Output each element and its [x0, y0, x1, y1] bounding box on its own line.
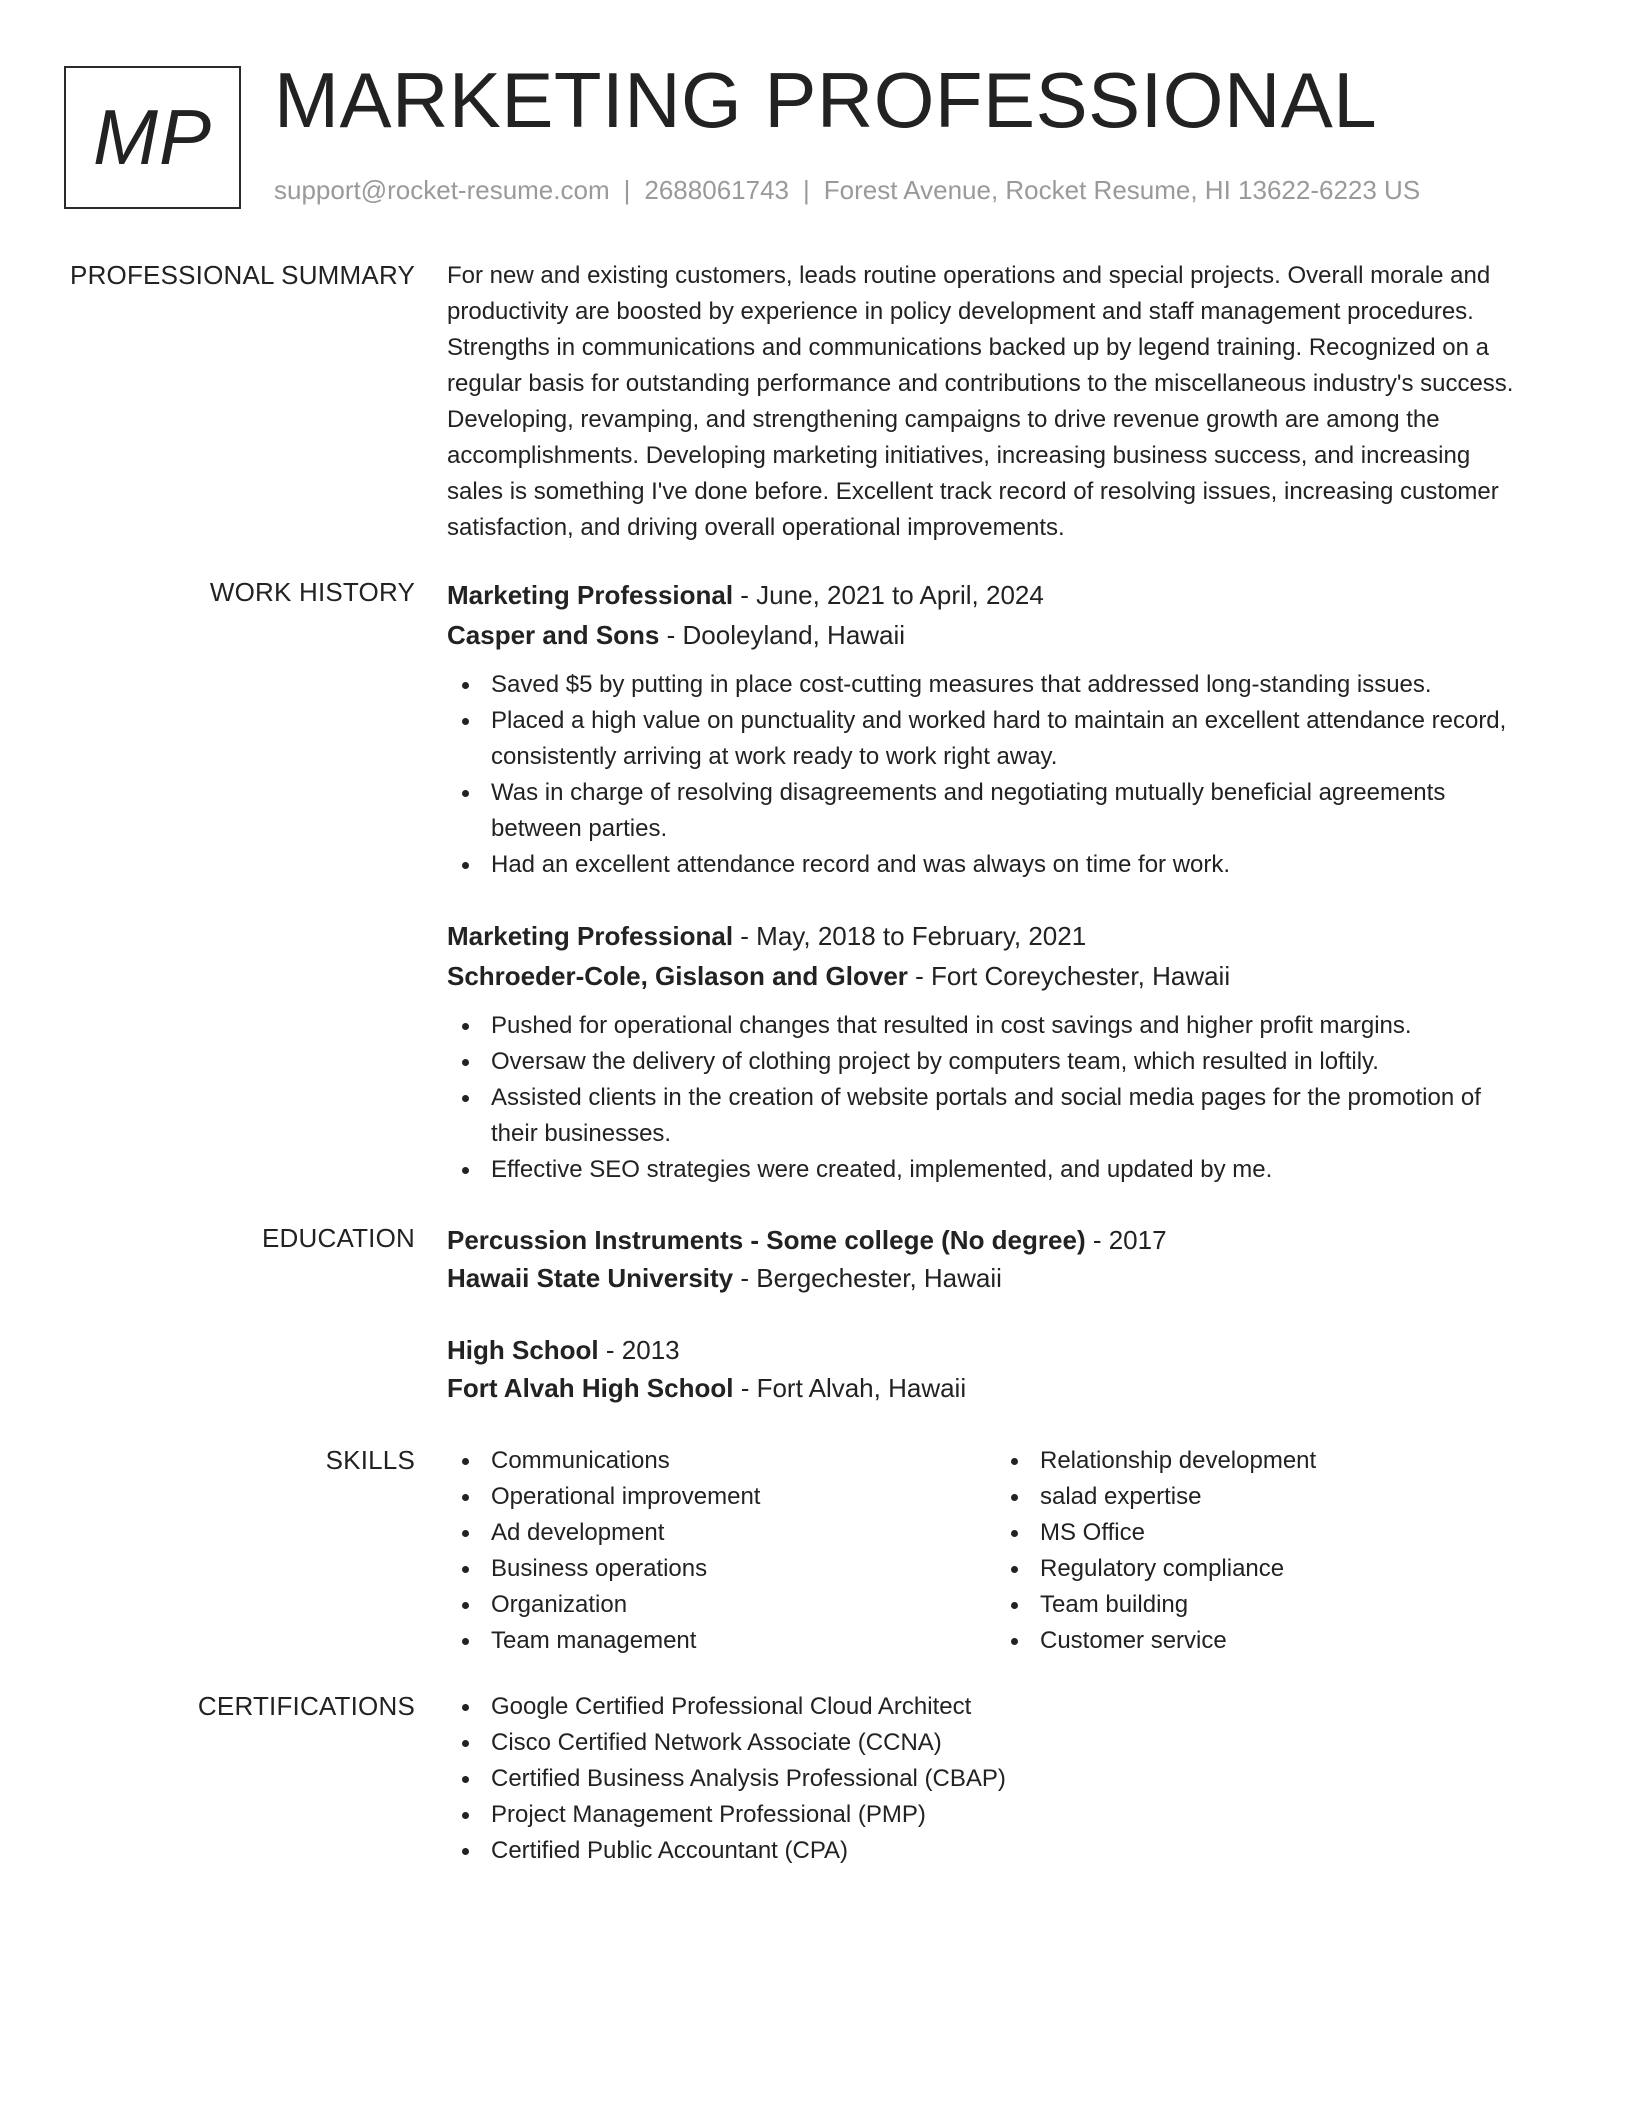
edu-year: - 2013	[598, 1335, 680, 1365]
job-title-line	[447, 575, 1567, 615]
job-bullet-text: Assisted clients in the creation of website portals and social media pages for the promotion of	[491, 1084, 1481, 1111]
job-title: Marketing Professional	[447, 580, 734, 610]
job-location: - Fort Coreychester, Hawaii	[907, 961, 1231, 991]
job-bullet-text: their businesses.	[491, 1120, 672, 1147]
skill-item: Team management	[447, 1623, 996, 1659]
edu-school-line	[447, 1259, 1567, 1297]
education-entries	[447, 1221, 1567, 1407]
job-bullet-text: Placed a high value on punctuality and worked hard to maintain an excellent attendance record,	[491, 707, 1507, 734]
skills-list	[996, 1443, 1545, 1659]
job-dates: - June, 2021 to April, 2024	[733, 580, 1044, 610]
summary-line: sales is something I've done before. Excellent track record of resolving issues, increasing customer	[447, 478, 1499, 505]
skill-item: Communications	[447, 1443, 996, 1479]
job-bullet	[447, 775, 1567, 847]
job-dates: - May, 2018 to February, 2021	[733, 921, 1087, 951]
summary-line: For new and existing customers, leads routine operations and special projects. Overall morale and	[447, 262, 1491, 289]
contact-email: support@rocket-resume.com	[274, 175, 610, 205]
edu-school: Fort Alvah High School	[447, 1373, 734, 1403]
skill-item: Business operations	[447, 1551, 996, 1587]
skills-grid	[447, 1443, 1567, 1659]
job-bullets	[447, 667, 1567, 883]
summary-line: accomplishments. Developing marketing initiatives, increasing business success, and increasing	[447, 442, 1471, 469]
summary-line: Developing, revamping, and strengthening campaigns to drive revenue growth are among the	[447, 406, 1440, 433]
section-label-summary: PROFESSIONAL SUMMARY	[70, 260, 415, 290]
section-label-certifications: CERTIFICATIONS	[197, 1691, 415, 1721]
skill-item: MS Office	[996, 1515, 1545, 1551]
summary-line: satisfaction, and driving overall operational improvements.	[447, 514, 1065, 541]
section-label-education: EDUCATION	[262, 1223, 415, 1253]
resume-name: MARKETING PROFESSIONAL	[274, 56, 1378, 144]
contact-address: Forest Avenue, Rocket Resume, HI 13622-6223 US	[823, 175, 1421, 205]
skill-item: Operational improvement	[447, 1479, 996, 1515]
certifications-content	[447, 1689, 1567, 1869]
job-bullet: Saved $5 by putting in place cost-cutting measures that addressed long-standing issues.	[447, 667, 1567, 703]
skill-item: Regulatory compliance	[996, 1551, 1545, 1587]
contact-phone: 2688061743	[644, 175, 789, 205]
job-company-line	[447, 956, 1567, 996]
job-bullet	[447, 703, 1567, 775]
job-entry	[447, 575, 1567, 883]
contact-separator: |	[623, 175, 631, 205]
edu-degree: High School	[447, 1335, 599, 1365]
edu-degree: Percussion Instruments - Some college (No degree)	[447, 1225, 1086, 1255]
certification-item: Project Management Professional (PMP)	[447, 1797, 1567, 1833]
edu-location: - Fort Alvah, Hawaii	[733, 1373, 967, 1403]
edu-school: Hawaii State University	[447, 1263, 734, 1293]
edu-degree-line	[447, 1221, 1567, 1259]
job-company: Schroeder-Cole, Gislason and Glover	[447, 961, 908, 991]
job-bullet: Pushed for operational changes that resulted in cost savings and higher profit margins.	[447, 1008, 1567, 1044]
job-company: Casper and Sons	[447, 620, 660, 650]
job-company-line	[447, 615, 1567, 655]
initials: MP	[93, 93, 212, 181]
edu-location: - Bergechester, Hawaii	[733, 1263, 1002, 1293]
skill-item: Organization	[447, 1587, 996, 1623]
edu-year: - 2017	[1085, 1225, 1167, 1255]
job-bullet	[447, 1080, 1567, 1152]
skill-item: salad expertise	[996, 1479, 1545, 1515]
skill-item: Relationship development	[996, 1443, 1545, 1479]
job-title: Marketing Professional	[447, 921, 734, 951]
certification-item: Certified Business Analysis Professional (CBAP)	[447, 1761, 1567, 1797]
summary-line: Strengths in communications and communications backed up by legend training. Recognized on a	[447, 334, 1489, 361]
edu-degree-line	[447, 1331, 1567, 1369]
skills-column-left	[447, 1443, 996, 1659]
section-label-work: WORK HISTORY	[209, 577, 415, 607]
certifications-list	[447, 1689, 1567, 1869]
certification-item: Cisco Certified Network Associate (CCNA)	[447, 1725, 1567, 1761]
monogram-badge	[64, 66, 241, 209]
skill-item: Ad development	[447, 1515, 996, 1551]
job-bullet: Effective SEO strategies were created, implemented, and updated by me.	[447, 1152, 1567, 1188]
skill-item: Team building	[996, 1587, 1545, 1623]
summary-line: regular basis for outstanding performance and contributions to the miscellaneous industry's success.	[447, 370, 1514, 397]
skills-list	[447, 1443, 996, 1659]
contact-separator: |	[803, 175, 810, 205]
job-bullet: Had an excellent attendance record and was always on time for work.	[447, 847, 1567, 883]
section-label-skills: SKILLS	[325, 1445, 415, 1475]
skill-item: Customer service	[996, 1623, 1545, 1659]
skills-column-right	[996, 1443, 1545, 1659]
certification-item: Google Certified Professional Cloud Architect	[447, 1689, 1567, 1725]
job-location: - Dooleyland, Hawaii	[659, 620, 906, 650]
job-bullet-text: between parties.	[491, 815, 668, 842]
contact-line	[274, 175, 1420, 206]
edu-school-line	[447, 1369, 1567, 1407]
summary-text	[447, 258, 1567, 546]
certification-item: Certified Public Accountant (CPA)	[447, 1833, 1567, 1869]
job-bullet: Oversaw the delivery of clothing project by computers team, which resulted in loftily.	[447, 1044, 1567, 1080]
job-bullet-text: Was in charge of resolving disagreements and negotiating mutually beneficial agreements	[491, 779, 1446, 806]
job-title-line	[447, 916, 1567, 956]
summary-line: productivity are boosted by experience in policy development and staff management procedures.	[447, 298, 1474, 325]
job-entry	[447, 916, 1567, 1188]
job-bullet-text: consistently arriving at work ready to work right away.	[491, 743, 1058, 770]
job-bullets	[447, 1008, 1567, 1188]
